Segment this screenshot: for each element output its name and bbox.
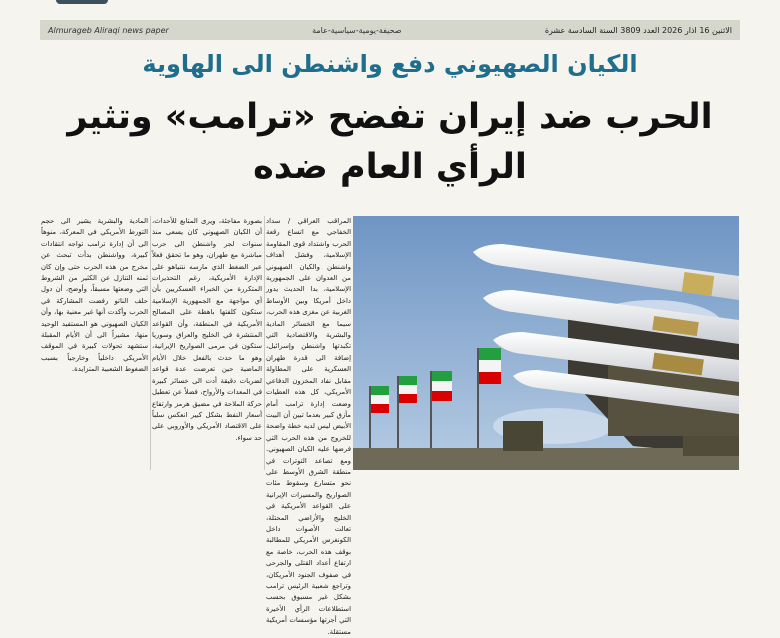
masthead-logo-edge (56, 0, 108, 4)
column-text: المراقب العراقي / سداد الخفاجي مع اتساع رقعة الحرب واشتداد قوى المقاومة الإسلامية، وفشل أهداف واشنطن والكيان الصهيوني من العدوان على الجمهورية الإسلامية، بدا الحديث يدور داخل أمريكا وبين الأوساط الغربية عن مغزى هذه الحرب، سيما مع الخسائر المادية والبشرية والاقتصادية التي تكبدتها واشنطن وإسرائيل، إضافة الى قدرة طهران العسكرية على المطاولة مقابل نفاد المخزون الدفاعي الأمريكي، كل هذه العطيات وضعت إدارة ترامب أمام مأزق كبير بعدما تبين أن البيت الأبيض ليس لديه خطة واضحة للخروج من هذه الحرب التي فرضها عليه الكيان الصهيوني. ومع تصاعد التوترات في منطقة الشرق الأوسط على نحو متسارع وسقوط مئات الصواريخ والمسيرات الإيرانية على القواعد الأمريكية في الخليج والأراضي المحتلة، تعالت الأصوات داخل الكونغرس الأمريكي للمطالبة بوقف هذه الحرب، خاصة مع ارتفاع أعداد القتلى والجرحى في صفوف الجنود الأمريكان، وتراجع شعبية الرئيس ترامب بشكل غير مسبوق بحسب استطلاعات الرأي الأخيرة التي أجرتها مؤسسات أمريكية مستقلة. (266, 217, 351, 636)
column-divider (264, 216, 265, 470)
article-column-right (266, 216, 351, 636)
column-text: المادية والبشرية يشير الى حجم التورط الأمريكي في المعركة، منوهاً الى أن إدارة ترامب تواجه انتقادات كبيرة، وواشنطن بدأت تبحث عن مخرج من هذه الحرب حتى وإن كان ثمنه التنازل عن الكثير من الشروط التي وضعتها مسبقاً، وأوضح، أن دول حلف الناتو رفضت المشاركة في الحرب وأكدت أنها غير معنية بها، وأن الكيان الصهيوني هو المستفيد الوحيد منها، مشيراً الى أن الأيام المقبلة ستشهد تحولات كبيرة في الموقف الأمريكي داخلياً وخارجياً بسبب الضغوط الشعبية المتزايدة. (41, 217, 148, 374)
truck (503, 421, 543, 451)
column-divider (150, 216, 151, 470)
headline-line-1: الحرب ضد إيران تفضح «ترامب» وتثير (67, 97, 713, 137)
missile-launcher-image (353, 216, 739, 470)
article-kicker: الكيان الصهيوني دفع واشنطن الى الهاوية (142, 50, 638, 78)
column-text: بصورة مفاجئة، ويرى المتابع للأحداث، أن الكيان الصهيوني كان يسعى منذ سنوات لجر واشنطن الى حرب مباشرة مع طهران، وهو ما تحقق فعلاً عبر الضغط الذي مارسه نتنياهو على الإدارة الأمريكية، رغم التحذيرات المتكررة من الخبراء العسكريين بأن أي مواجهة مع الجمهورية الإسلامية ستكون كلفتها باهظة على المصالح الأمريكية في المنطقة، وأن القواعد المنتشرة في الخليج والعراق وسوريا ستكون في مرمى الصواريخ الإيرانية، وهو ما حدث بالفعل خلال الأيام الماضية حين تعرضت عدة قواعد لضربات دقيقة أدت الى خسائر كبيرة في المعدات والأرواح، فضلاً عن تعطيل حركة الملاحة في مضيق هرمز وارتفاع أسعار النفط بشكل كبير انعكس سلباً على الاقتصاد الأمريكي والأوروبي على حد سواء. (152, 217, 262, 442)
article-column-left (41, 216, 148, 470)
article-column-middle (152, 216, 262, 470)
article-photo (353, 216, 739, 470)
ground (353, 448, 739, 470)
article-headline (40, 92, 740, 192)
masthead-band (40, 20, 740, 40)
newspaper-site-name: Almurageb Aliraqi news paper (48, 25, 169, 35)
issue-date-line: الاثنين 16 اذار 2026 العدد 3809 السنة السادسة عشرة (544, 25, 732, 35)
newspaper-sections: صحيفة-يومية-سياسية-عامة (312, 25, 402, 35)
truck (683, 436, 739, 456)
headline-line-2: الرأي العام ضده (253, 147, 527, 187)
